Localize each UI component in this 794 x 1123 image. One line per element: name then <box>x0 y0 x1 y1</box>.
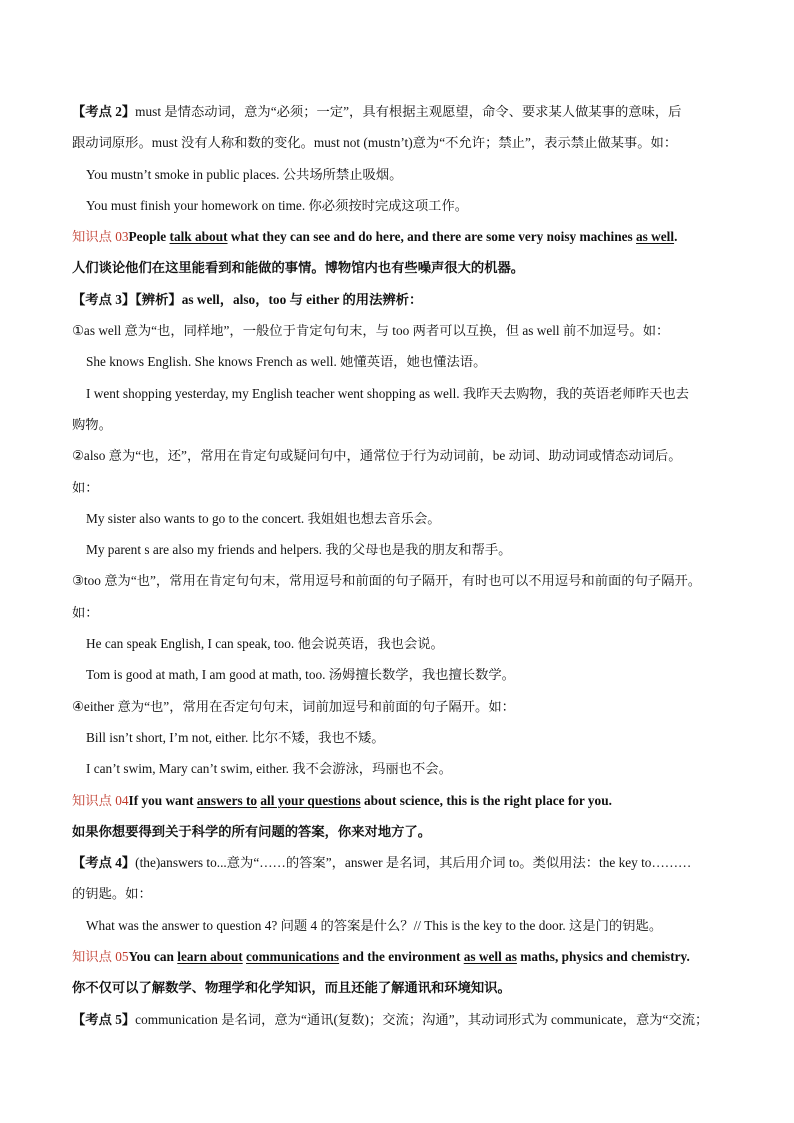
usage-either: ④either 意为“也”，常用在否定句句末，词前加逗号和前面的句子隔开。如： <box>72 698 515 714</box>
key-phrase: talk about <box>169 229 228 245</box>
point-4-line-2: 的钥匙。如： <box>72 886 152 902</box>
example-sentence: My parent s are also my friends and helpers. 我的父母也是我的朋友和帮手。 <box>86 542 512 558</box>
usage-as-well: ①as well 意为“也，同样地”，一般位于肯定句句末，与 too 两者可以互换，但 as well 前不加逗号。如： <box>72 323 670 339</box>
example-sentence: I can’t swim, Mary can’t swim, either. 我不会游泳，玛丽也不会。 <box>86 761 452 777</box>
translation: 人们谈论他们在这里能看到和能做的事情。博物馆内也有些噪声很大的机器。 <box>72 260 525 276</box>
key-phrase: as well <box>636 229 675 245</box>
usage-also-continued: 如： <box>72 479 99 495</box>
point-2-line-2: 跟动词原形。must 没有人称和数的变化。must not (mustn’t)意为“不允许；禁止”，表示禁止做某事。如： <box>72 135 678 151</box>
document-page <box>72 96 728 1035</box>
example-sentence: He can speak English, I can speak, too. 他会说英语，我也会说。 <box>86 636 444 652</box>
point-tag: 【考点 2】 <box>72 104 136 119</box>
example-sentence: My sister also wants to go to the concert. 我姐姐也想去音乐会。 <box>86 510 441 526</box>
knowledge-point-05: 知识点 05You can learn about communications and the environment as well as maths, physics and chemistry. <box>72 949 690 965</box>
key-phrase: as well as <box>463 949 517 965</box>
example-sentence: Bill isn’t short, I’m not, either. 比尔不矮，我也不矮。 <box>86 729 385 745</box>
point-5-line-1 <box>72 1004 728 1035</box>
example-sentence: What was the answer to question 4? 问题 4 的答案是什么？// This is the key to the door. 这是门的钥匙。 <box>86 917 663 933</box>
example-sentence: I went shopping yesterday, my English teacher went shopping as well. 我昨天去购物，我的英语老师昨天也去 <box>86 385 689 401</box>
example-sentence: Tom is good at math, I am good at math, too. 汤姆擅长数学，我也擅长数学。 <box>86 667 515 683</box>
example-sentence-continued: 购物。 <box>72 416 112 432</box>
key-phrase: communications <box>246 949 340 965</box>
key-phrase: answers to <box>196 792 258 808</box>
knowledge-point-label: 知识点 04 <box>72 792 129 808</box>
usage-too: ③too 意为“也”，常用在肯定句句末，常用逗号和前面的句子隔开，有时也可以不用逗号和前面的句子隔开。 <box>72 573 702 589</box>
point-4-line-1 <box>72 847 728 878</box>
knowledge-point-label: 知识点 05 <box>72 949 129 965</box>
knowledge-point-03: 知识点 03People talk about what they can see and do here, and there are some very noisy machines as well. <box>72 229 678 245</box>
point-text: communication 是名词，意为“通讯(复数)；交流；沟通”，其动词形式为 communicate，意为“交流； <box>135 1011 709 1027</box>
example-sentence: She knows English. She knows French as well. 她懂英语，她也懂法语。 <box>86 354 487 370</box>
example-sentence: You must finish your homework on time. 你必须按时完成这项工作。 <box>86 197 469 213</box>
usage-also: ②also 意为“也，还”，常用在肯定句或疑问句中，通常位于行为动词前，be 动词、助动词或情态动词后。 <box>72 448 682 464</box>
point-text: (the)answers to...意为“……的答案”，answer 是名词，其后用介词 to。类似用法：the key to……… <box>135 855 692 871</box>
point-tag: 【考点 5】 <box>72 1011 136 1027</box>
knowledge-point-04: 知识点 04If you want answers to all your questions about science, this is the right place for you. <box>72 792 612 808</box>
point-3-heading: 【考点 3】【辨析】as well，also，too 与 either 的用法辨析： <box>72 291 423 307</box>
point-2-line-1 <box>72 96 728 127</box>
translation: 你不仅可以了解数学、物理学和化学知识，而且还能了解通讯和环境知识。 <box>72 980 511 996</box>
knowledge-point-label: 知识点 03 <box>72 229 129 245</box>
example-sentence: You mustn’t smoke in public places. 公共场所禁止吸烟。 <box>86 166 403 182</box>
translation: 如果你想要得到关于科学的所有问题的答案，你来对地方了。 <box>72 823 432 839</box>
usage-too-continued: 如： <box>72 604 99 620</box>
point-text: must 是情态动词，意为“必须；一定”，具有根据主观愿望，命令、要求某人做某事的意味，后 <box>135 104 682 119</box>
key-phrase: all your questions <box>260 792 361 808</box>
point-tag: 【考点 4】 <box>72 855 136 871</box>
key-phrase: learn about <box>177 949 243 965</box>
